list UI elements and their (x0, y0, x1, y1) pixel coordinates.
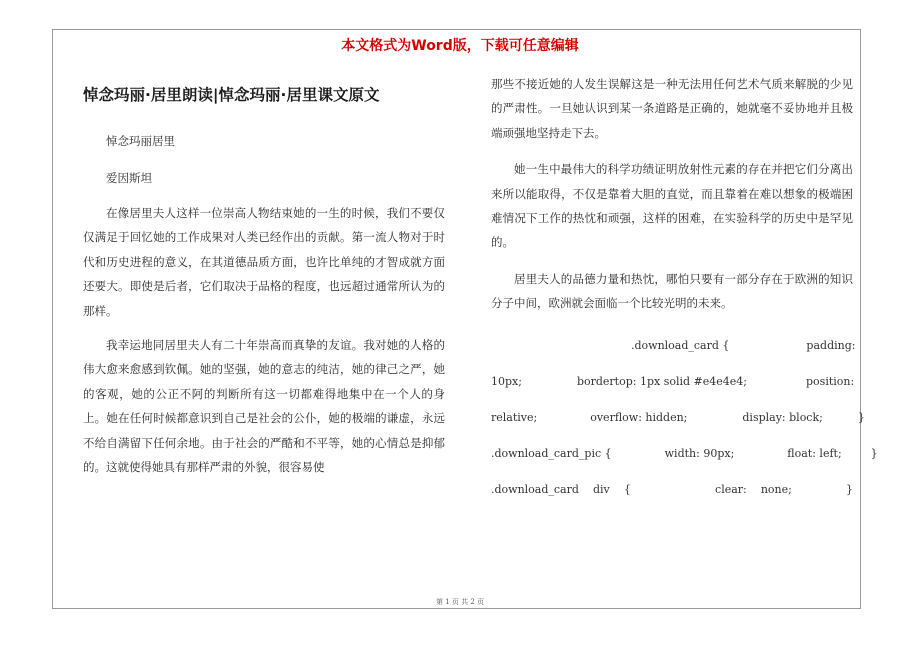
right-column (491, 72, 878, 508)
css-token: .download_card div { (491, 482, 631, 496)
page-number-footer: 第 1 页 共 2 页 (435, 598, 485, 606)
css-line (491, 328, 856, 364)
css-token: width: 90px; (664, 446, 735, 460)
article-author: 爱因斯坦 (106, 171, 152, 185)
css-token: clear: none; (715, 482, 792, 496)
css-token: } (870, 446, 878, 460)
css-token: .download_card_pic { (491, 446, 612, 460)
css-line (491, 400, 865, 436)
paragraph: 在像居里夫人这样一位崇高人物结束她的一生的时候，我们不要仅仅满足于回忆她的工作成果对人类已经作出的贡献。第一流人物对于时代和历史进程的意义，在其道德品质方面，也许比单纯的才智成就方面还要大。即使是后者，它们取决于品格的程度，也远超过通常所认为的那样。 (83, 206, 445, 318)
editable-notice-banner: 本文格式为Word版，下载可任意编辑 (341, 38, 579, 54)
css-token: position: (806, 374, 855, 388)
css-token: 10px; (491, 374, 522, 388)
css-token: bordertop: 1px solid #e4e4e4; (576, 374, 748, 388)
css-line (491, 472, 853, 508)
css-line (491, 364, 853, 400)
article-subtitle: 悼念玛丽居里 (106, 134, 175, 148)
css-token: padding: (806, 338, 856, 352)
css-token: .download_card { (631, 338, 730, 352)
article-title: 悼念玛丽·居里朗读|悼念玛丽·居里课文原文 (83, 86, 380, 104)
paragraph: 居里夫人的品德力量和热忱，哪怕只要有一部分存在于欧洲的知识分子中间，欧洲就会面临一个比较光明的未来。 (491, 271, 853, 311)
css-token: } (857, 410, 865, 424)
paragraph: 我幸运地同居里夫人有二十年崇高而真挚的友谊。我对她的人格的伟大愈来愈感到钦佩。她的坚强，她的意志的纯洁，她的律己之严，她的客观，她的公正不阿的判断所有这一切都难得地集中在一个人的身上。她在任何时候都意识到自己是社会的公仆，她的极端的谦虚，永远不给自满留下任何余地。由于社会的严酷和不平等，她的心情总是抑郁的。这就使得她具有那样严肃的外貌，很容易使 (83, 338, 445, 475)
css-code-block (491, 328, 878, 508)
paragraph: 她一生中最伟大的科学功绩证明放射性元素的存在并把它们分离出来所以能取得，不仅是靠着大胆的直觉，而且靠着在难以想象的极端困难情况下工作的热忱和顽强，这样的困难，在实验科学的历史中是罕见的。 (491, 162, 853, 250)
css-token: overflow: hidden; (590, 410, 688, 424)
left-column (83, 82, 445, 479)
css-line (491, 436, 878, 472)
css-token: display: block; (742, 410, 823, 424)
paragraph: 那些不接近她的人发生误解这是一种无法用任何艺术气质来解脱的少见的严肃性。一旦她认识到某一条道路是正确的，她就毫不妥协地并且极端顽强地坚持走下去。 (491, 77, 853, 140)
css-token: float: left; (787, 446, 842, 460)
css-token: } (846, 482, 854, 496)
css-token: relative; (491, 410, 538, 424)
